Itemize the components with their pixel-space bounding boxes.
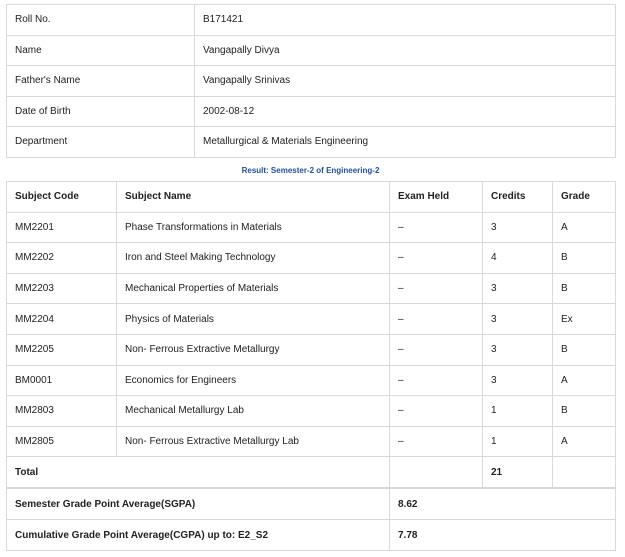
student-info-value: B171421 xyxy=(195,5,616,36)
subject-code-cell: MM2805 xyxy=(7,426,117,457)
exam-held-cell: – xyxy=(390,334,483,365)
grade-cell: A xyxy=(553,426,616,457)
header-grade: Grade xyxy=(553,182,616,213)
student-info-label: Department xyxy=(7,127,195,158)
subject-code-cell: MM2205 xyxy=(7,334,117,365)
student-info-label: Roll No. xyxy=(7,5,195,36)
cgpa-label: Cumulative Grade Point Average(CGPA) up to: E2_S2 xyxy=(7,520,390,551)
sgpa-label: Semester Grade Point Average(SGPA) xyxy=(7,489,390,520)
subject-name-cell: Mechanical Properties of Materials xyxy=(117,273,390,304)
subject-code-cell: MM2803 xyxy=(7,396,117,427)
student-info-label: Name xyxy=(7,35,195,66)
sgpa-value: 8.62 xyxy=(390,489,616,520)
grade-cell: B xyxy=(553,243,616,274)
grades-header-row xyxy=(7,182,616,213)
subject-name-cell: Iron and Steel Making Technology xyxy=(117,243,390,274)
subject-name-cell: Economics for Engineers xyxy=(117,365,390,396)
subject-code-cell: MM2201 xyxy=(7,212,117,243)
student-info-table xyxy=(6,4,616,158)
credits-cell: 1 xyxy=(483,396,553,427)
exam-held-cell: – xyxy=(390,426,483,457)
exam-held-cell: – xyxy=(390,304,483,335)
student-info-row xyxy=(7,66,616,97)
header-subject-name: Subject Name xyxy=(117,182,390,213)
subject-row xyxy=(7,273,616,304)
subject-name-cell: Phase Transformations in Materials xyxy=(117,212,390,243)
total-label: Total xyxy=(7,457,390,488)
credits-cell: 4 xyxy=(483,243,553,274)
student-info-row xyxy=(7,127,616,158)
header-subject-code: Subject Code xyxy=(7,182,117,213)
total-credits: 21 xyxy=(483,457,553,488)
exam-held-cell: – xyxy=(390,243,483,274)
student-info-row xyxy=(7,35,616,66)
exam-held-cell: – xyxy=(390,212,483,243)
student-info-value: Vangapally Divya xyxy=(195,35,616,66)
total-grade-empty xyxy=(553,457,616,488)
subject-row xyxy=(7,426,616,457)
header-credits: Credits xyxy=(483,182,553,213)
result-title: Result: Semester-2 of Engineering-2 xyxy=(241,166,380,175)
subject-code-cell: MM2202 xyxy=(7,243,117,274)
subject-code-cell: BM0001 xyxy=(7,365,117,396)
grade-cell: B xyxy=(553,273,616,304)
student-info-label: Date of Birth xyxy=(7,96,195,127)
subject-row xyxy=(7,396,616,427)
student-info-label: Father's Name xyxy=(7,66,195,97)
cgpa-row xyxy=(7,520,616,551)
student-info-row xyxy=(7,5,616,36)
credits-cell: 1 xyxy=(483,426,553,457)
credits-cell: 3 xyxy=(483,334,553,365)
grade-cell: A xyxy=(553,212,616,243)
subject-row xyxy=(7,334,616,365)
subject-name-cell: Non- Ferrous Extractive Metallurgy xyxy=(117,334,390,365)
subject-name-cell: Physics of Materials xyxy=(117,304,390,335)
total-row xyxy=(7,457,616,488)
credits-cell: 3 xyxy=(483,304,553,335)
grade-cell: Ex xyxy=(553,304,616,335)
subject-code-cell: MM2204 xyxy=(7,304,117,335)
exam-held-cell: – xyxy=(390,365,483,396)
student-info-value: 2002-08-12 xyxy=(195,96,616,127)
header-exam-held: Exam Held xyxy=(390,182,483,213)
subject-code-cell: MM2203 xyxy=(7,273,117,304)
summary-table xyxy=(6,488,616,551)
total-empty xyxy=(390,457,483,488)
subject-row xyxy=(7,243,616,274)
subject-row xyxy=(7,304,616,335)
grade-cell: B xyxy=(553,396,616,427)
exam-held-cell: – xyxy=(390,273,483,304)
exam-held-cell: – xyxy=(390,396,483,427)
sgpa-row xyxy=(7,489,616,520)
grade-cell: A xyxy=(553,365,616,396)
credits-cell: 3 xyxy=(483,365,553,396)
cgpa-value: 7.78 xyxy=(390,520,616,551)
subject-row xyxy=(7,212,616,243)
student-info-row xyxy=(7,96,616,127)
credits-cell: 3 xyxy=(483,212,553,243)
student-info-value: Metallurgical & Materials Engineering xyxy=(195,127,616,158)
student-info-value: Vangapally Srinivas xyxy=(195,66,616,97)
grades-table xyxy=(6,181,616,488)
subject-name-cell: Non- Ferrous Extractive Metallurgy Lab xyxy=(117,426,390,457)
subject-name-cell: Mechanical Metallurgy Lab xyxy=(117,396,390,427)
grade-cell: B xyxy=(553,334,616,365)
subject-row xyxy=(7,365,616,396)
credits-cell: 3 xyxy=(483,273,553,304)
